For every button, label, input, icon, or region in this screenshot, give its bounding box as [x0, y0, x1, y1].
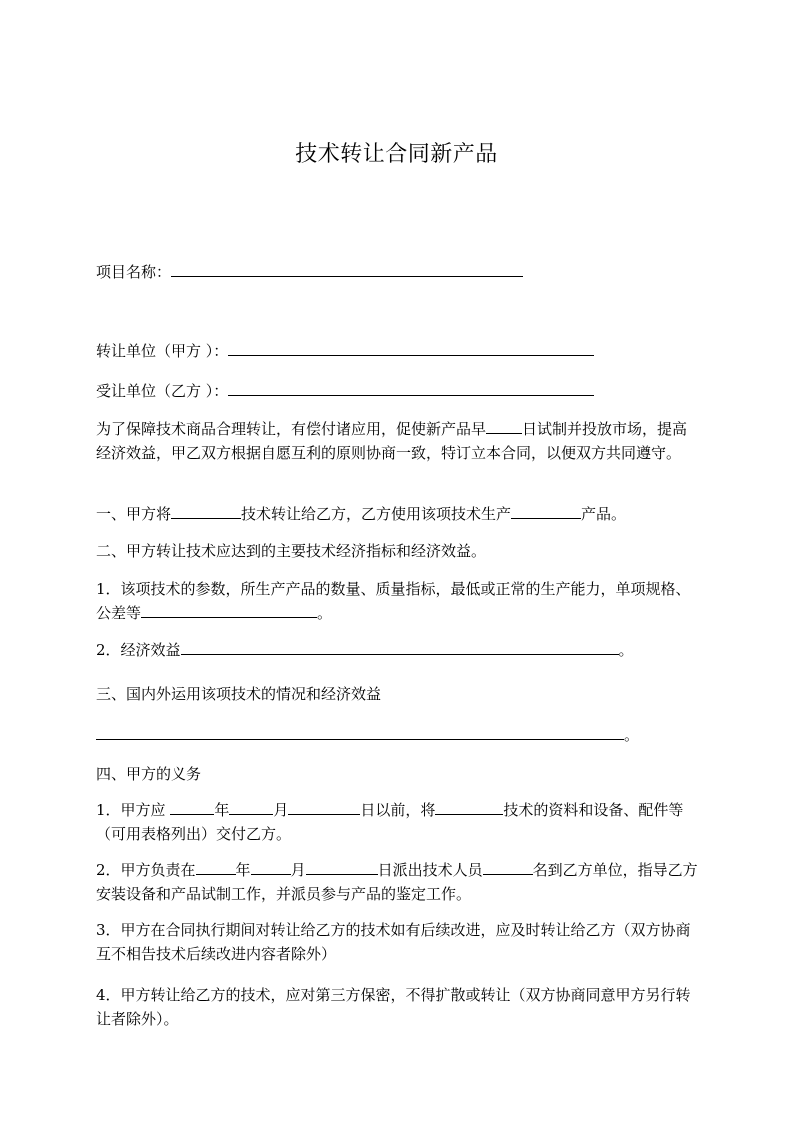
clause-3-end: 。 — [624, 726, 640, 744]
preamble-text-2: 日试制并投放市场，提高经济效益，甲乙双方根据自愿互利的原则协商一致，特订立本合同，以便双方共同遵守。 — [96, 420, 688, 462]
clause-1-blank-tech[interactable] — [171, 502, 241, 519]
item-4-1-tech-blank[interactable] — [435, 798, 503, 815]
item-4-2-month-label: 月 — [290, 861, 306, 879]
clause-4-heading: 四、甲方的义务 — [96, 765, 202, 783]
clause-1-text-b: 技术转让给乙方，乙方使用该项技术生产 — [241, 505, 512, 523]
project-name-blank[interactable] — [171, 260, 523, 277]
clause-3-blank-line — [96, 723, 639, 745]
item-2-2-text: 2．经济效益 — [96, 641, 181, 659]
project-name-label: 项目名称： — [96, 263, 172, 281]
item-2-2-end: 。 — [618, 641, 634, 659]
preamble-blank[interactable] — [486, 417, 522, 434]
clause-1-blank-product[interactable] — [511, 502, 581, 519]
item-4-1-text-e: 技术的资料和设备、配件等（可用表格列出）交付乙方。 — [96, 801, 684, 843]
transferor-blank[interactable] — [228, 339, 594, 356]
preamble-text-1: 为了保障技术商品合理转让，有偿付诸应用，促使新产品早 — [96, 420, 487, 438]
clause-1-text-a: 一、甲方将 — [96, 505, 172, 523]
item-4-1-day-blank[interactable] — [288, 798, 360, 815]
clause-3-blank[interactable] — [96, 723, 624, 740]
transferee-blank[interactable] — [228, 379, 594, 396]
item-4-4: 4．甲方转让给乙方的技术，应对第三方保密，不得扩散或转让（双方协商同意甲方另行转让者除外）。 — [96, 986, 691, 1028]
item-2-1-text: 1．该项技术的参数，所生产产品的数量、质量指标，最低或正常的生产能力，单项规格、公差等 — [96, 580, 691, 622]
item-4-2-text-e: 名到乙方单位，指导乙方安装设备和产品试制工作，并派员参与产品的鉴定工作。 — [96, 861, 698, 903]
item-2-1-end: 。 — [317, 604, 333, 622]
item-4-2 — [96, 858, 700, 906]
transferor-label: 转让单位（甲方 ）： — [96, 342, 229, 360]
transferee-field — [96, 379, 594, 401]
item-4-2-text-a: 2．甲方负责在 — [96, 861, 196, 879]
item-4-1-text-d: 日以前，将 — [360, 801, 436, 819]
item-2-2 — [96, 638, 634, 660]
preamble-paragraph — [96, 417, 700, 465]
item-4-2-year-blank[interactable] — [196, 858, 236, 875]
item-4-2-year-label: 年 — [235, 861, 251, 879]
document-title: 技术转让合同新产品 — [295, 142, 498, 167]
item-4-2-count-blank[interactable] — [483, 858, 533, 875]
item-2-1 — [96, 577, 700, 625]
item-4-1-year-label: 年 — [214, 801, 230, 819]
item-4-1-month-blank[interactable] — [229, 798, 273, 815]
item-2-2-blank[interactable] — [181, 638, 619, 655]
item-4-2-text-d: 日派出技术人员 — [377, 861, 483, 879]
item-4-1-month-label: 月 — [273, 801, 289, 819]
clause-2-heading: 二、甲方转让技术应达到的主要技术经济指标和经济效益。 — [96, 542, 487, 560]
transferor-field — [96, 339, 594, 361]
clause-1-text-c: 产品。 — [581, 505, 627, 523]
clause-1 — [96, 502, 626, 524]
transferee-label: 受让单位（乙方 ）： — [96, 382, 229, 400]
item-4-2-day-blank[interactable] — [306, 858, 378, 875]
item-4-3: 3．甲方在合同执行期间对转让给乙方的技术如有后续改进，应及时转让给乙方（双方协商互不相告技术后续改进内容者除外） — [96, 921, 691, 963]
project-name-field — [96, 260, 523, 282]
clause-3-heading: 三、国内外运用该项技术的情况和经济效益 — [96, 685, 382, 703]
item-4-1 — [96, 798, 700, 846]
item-2-1-blank[interactable] — [141, 601, 317, 618]
item-4-1-year-blank[interactable] — [170, 798, 214, 815]
item-4-1-text-a: 1．甲方应 — [96, 801, 171, 819]
item-4-2-month-blank[interactable] — [251, 858, 291, 875]
